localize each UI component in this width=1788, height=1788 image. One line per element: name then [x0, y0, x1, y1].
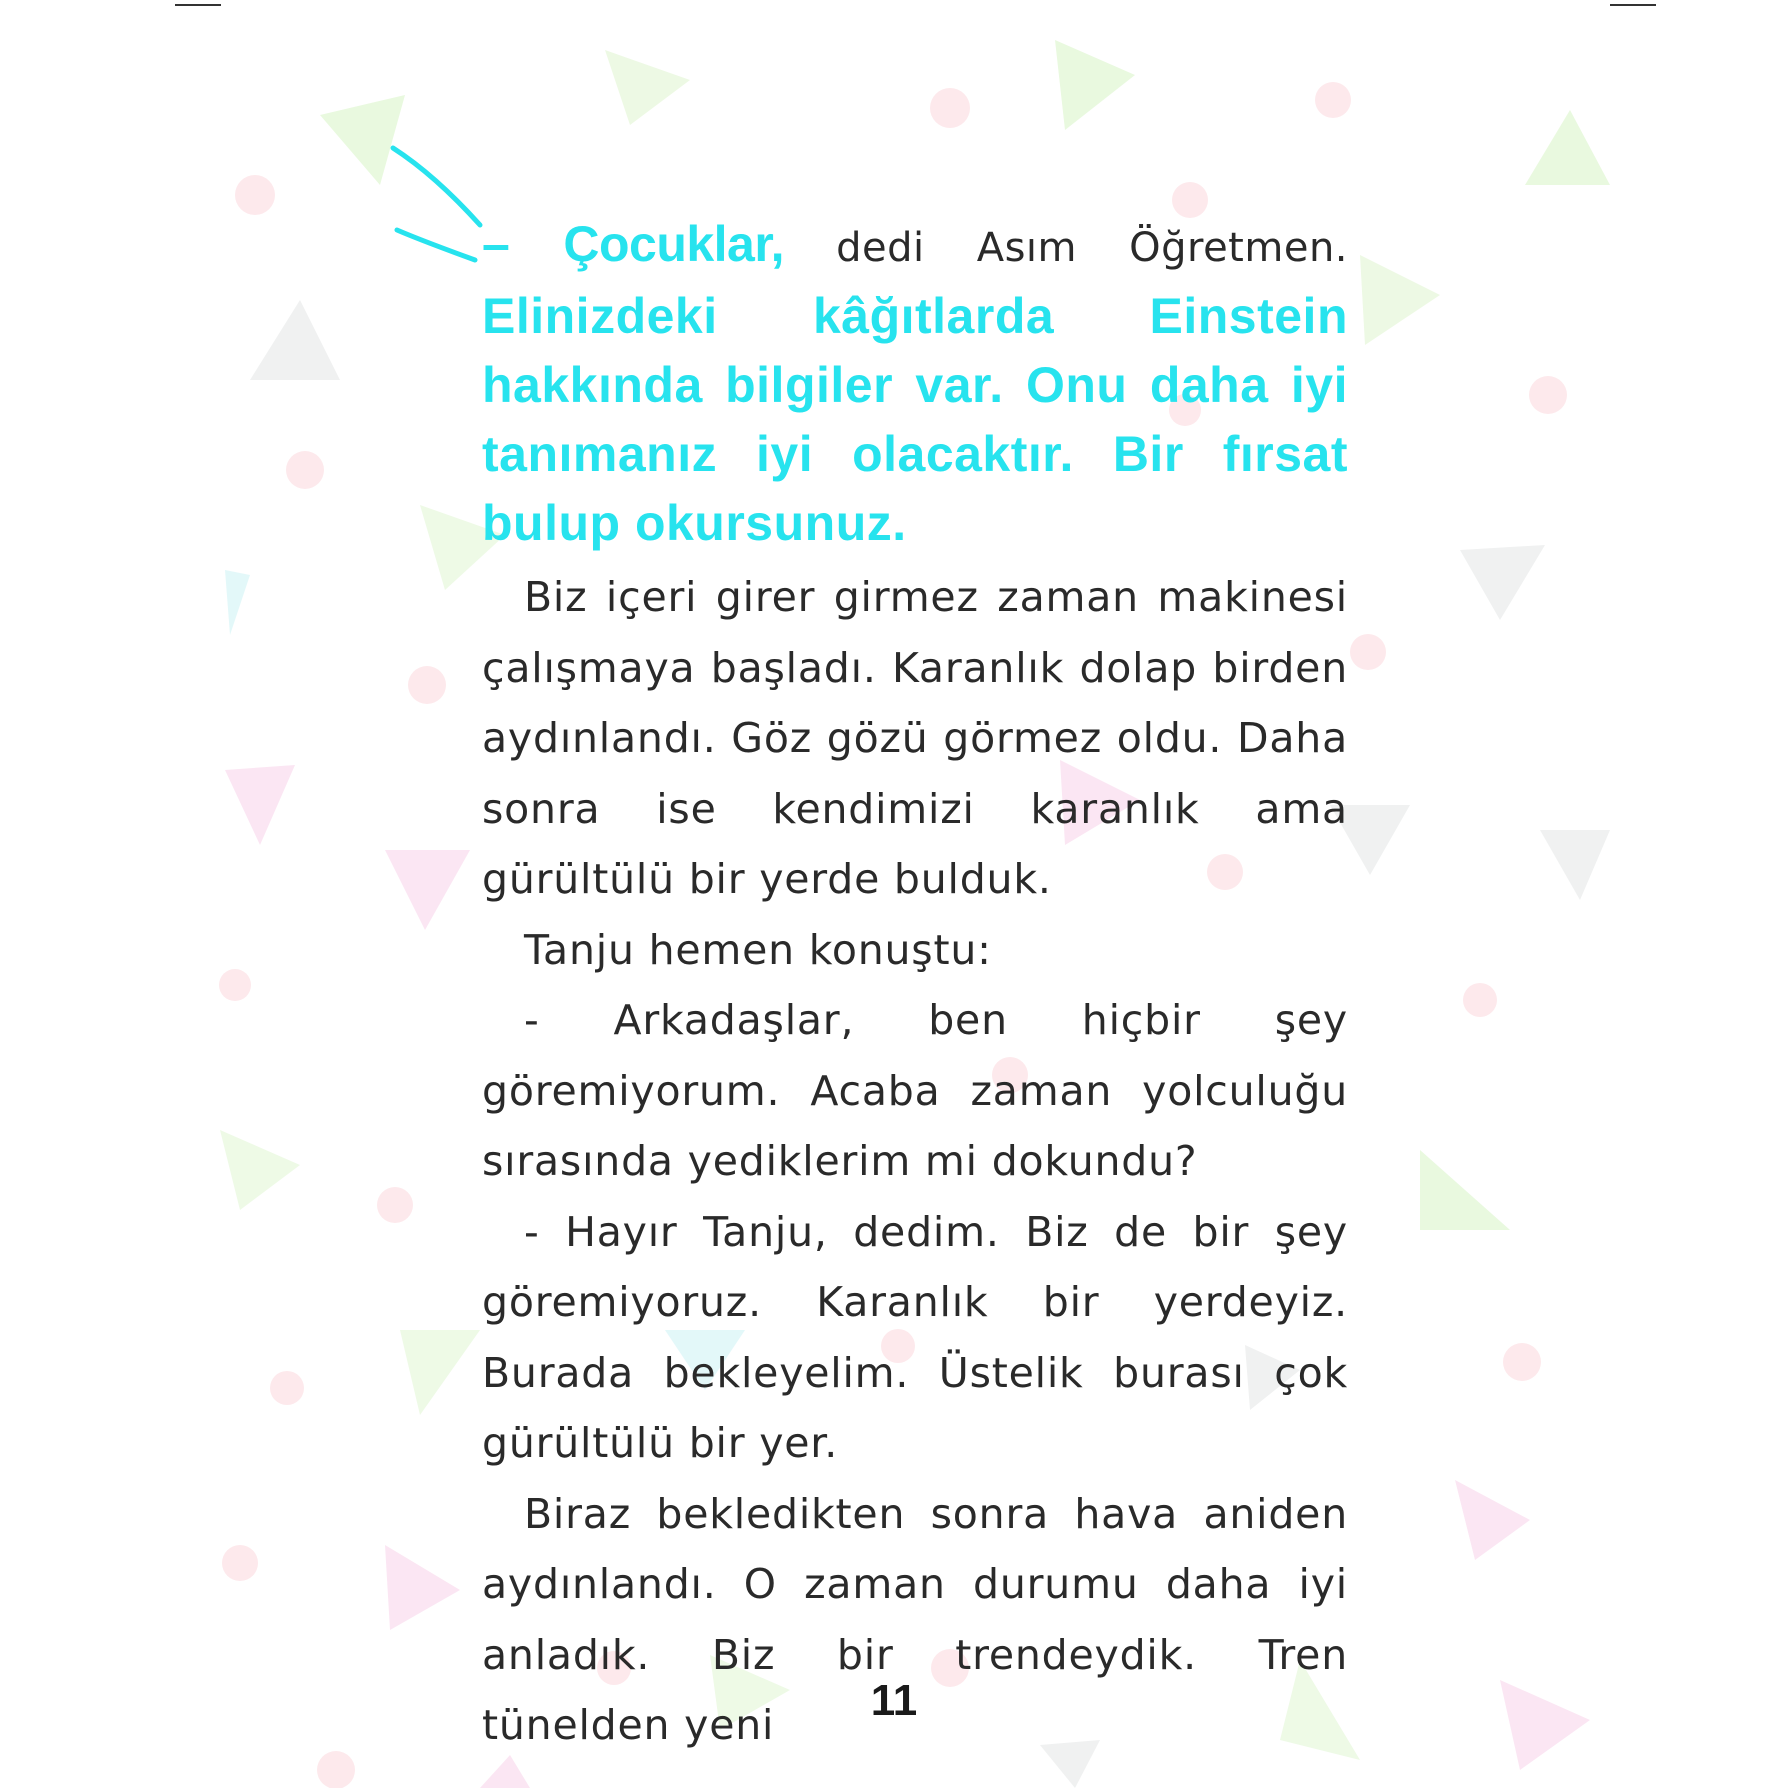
paragraph-tanju-spoke: Tanju hemen konuştu:	[524, 925, 992, 974]
teacher-attribution: dedi Asım Öğretmen.	[783, 225, 1349, 271]
paragraph-reply: - Hayır Tanju, dedim. Biz de bir şey göremiyoruz. Karanlık bir yerdeyiz. Burada bekleyelim. Üstelik burası çok gürültülü bir yer.	[482, 1207, 1348, 1467]
highlight-einstein-note: Elinizdeki kâğıtlarda Einstein hakkında bilgiler var. Onu daha iyi tanımanız iyi olacaktır. Bir fırsat bulup okursunuz.	[482, 288, 1348, 551]
dialogue-dash: –	[482, 216, 510, 272]
page-number: 11	[870, 1676, 918, 1725]
story-text	[482, 210, 1348, 1761]
crop-mark-left	[175, 4, 221, 6]
crop-mark-right	[1610, 4, 1656, 6]
paragraph-time-machine: Biz içeri girer girmez zaman makinesi çalışmaya başladı. Karanlık dolap birden aydınlandı. Göz gözü görmez oldu. Daha sonra ise kendimizi karanlık ama gürültülü bir yerde bulduk.	[482, 573, 1348, 903]
paragraph-tanju-dialogue: - Arkadaşlar, ben hiçbir şey göremiyorum. Acaba zaman yolculuğu sırasında yediklerim mi dokundu?	[482, 996, 1348, 1185]
highlight-children: Çocuklar,	[563, 216, 784, 272]
paragraph-train: Biraz bekledikten sonra hava aniden aydınlandı. O zaman durumu daha iyi anladık. Biz bir trendeydik. Tren tünelden yeni	[482, 1489, 1348, 1749]
dialogue-intro	[482, 210, 1348, 558]
